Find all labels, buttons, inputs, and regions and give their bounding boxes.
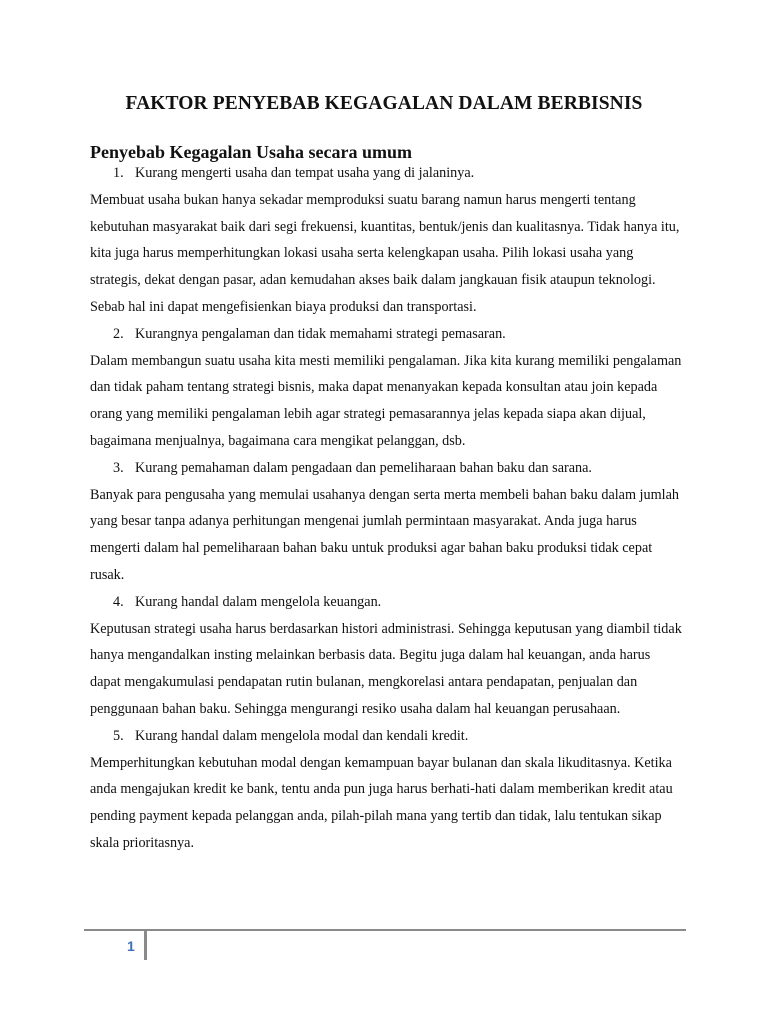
list-item [90, 321, 682, 455]
item-heading-text: Kurang handal dalam mengelola keuangan. [135, 593, 382, 610]
item-number: 4. [113, 593, 124, 610]
item-heading [90, 321, 682, 348]
page-number-separator [144, 931, 147, 960]
list-item [90, 723, 682, 857]
item-number: 3. [113, 459, 124, 476]
item-heading [90, 589, 682, 616]
footer-divider [84, 929, 686, 931]
item-heading-text: Kurang handal dalam mengelola modal dan kendali kredit. [135, 727, 469, 744]
item-number: 1. [113, 165, 124, 181]
item-paragraph: Dalam membangun suatu usaha kita mesti memiliki pengalaman. Jika kita kurang memiliki pengalaman dan tidak paham tentang strategi bisnis, maka dapat menanyakan kepada konsultan atau join kepada orang yang memiliki pengalaman lebih agar strategi pemasarannya jelas kepada siapa akan dijual, bagaimana menjualnya, bagaimana cara mengikat pelanggan, dsb. [90, 352, 682, 449]
list-item [90, 160, 682, 321]
item-heading-text: Kurang mengerti usaha dan tempat usaha yang di jalaninya. [135, 165, 475, 181]
item-heading [90, 723, 682, 750]
item-paragraph: Memperhitungkan kebutuhan modal dengan kemampuan bayar bulanan dan skala likuditasnya. Ketika anda mengajukan kredit ke bank, tentu anda pun juga harus berhati-hati dalam memberikan kredit atau pending payment kepada pelanggan anda, pilah-pilah mana yang tertib dan tidak, lalu tentukan sikap skala prioritasnya. [90, 754, 673, 851]
item-heading [90, 160, 682, 187]
item-number: 5. [113, 727, 124, 744]
item-paragraph: Membuat usaha bukan hanya sekadar memproduksi suatu barang namun harus mengerti tentang kebutuhan masyarakat baik dari segi frekuensi, kuantitas, bentuk/jenis dan kualitasnya. Tidak hanya itu, kita juga harus memperhitungkan lokasi usaha serta kelengkapan usaha. Pilih lokasi usaha yang strategis, dekat dengan pasar, adan kemudahan akses baik dalam jangkauan fisik ataupun teknologi. Sebab hal ini dapat mengefisienkan biaya produksi dan transportasi. [90, 191, 680, 315]
section-heading: Penyebab Kegagalan Usaha secara umum [90, 142, 413, 162]
item-number: 2. [113, 325, 124, 342]
item-heading [90, 455, 682, 482]
page-number: 1 [127, 938, 135, 954]
item-heading-text: Kurang pemahaman dalam pengadaan dan pemeliharaan bahan baku dan sarana. [135, 459, 592, 476]
item-paragraph: Keputusan strategi usaha harus berdasarkan histori administrasi. Sehingga keputusan yang diambil tidak hanya mengandalkan insting melainkan berbasis data. Begitu juga dalam hal keuangan, anda harus dapat mengakumulasi pendapatan rutin bulanan, mengkorelasi antara pendapatan, penjualan dan penggunaan bahan baku. Sehingga mengurangi resiko usaha dalam hal keuangan perusahaan. [90, 620, 682, 717]
item-paragraph: Banyak para pengusaha yang memulai usahanya dengan serta merta membeli bahan baku dalam jumlah yang besar tanpa adanya perhitungan mengenai jumlah permintaan masyarakat. Anda juga harus mengerti dalam hal pemeliharaan bahan baku untuk produksi agar bahan baku produksi tidak cepat rusak. [90, 486, 679, 583]
item-heading-text: Kurangnya pengalaman dan tidak memahami strategi pemasaran. [135, 325, 506, 342]
list-item [90, 589, 682, 723]
list-item [90, 455, 682, 589]
document-body [90, 160, 682, 857]
page-title: FAKTOR PENYEBAB KEGAGALAN DALAM BERBISNIS [125, 93, 643, 114]
